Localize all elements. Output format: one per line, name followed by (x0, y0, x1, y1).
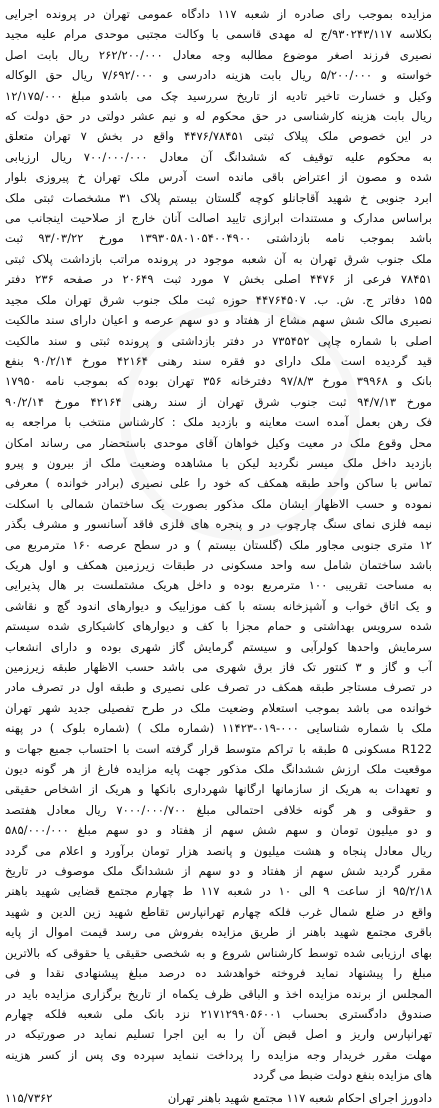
notice-line: تهرانپارس واریز و اصل قبض آن را به این اجرا تسلیم نماید در صورتیکه در (5, 1027, 432, 1042)
notice-line: نیمه فلزی نمای سنگ چارچوب در و پنجره های فلزی فاقد آسانسور و مشرف بگذر (5, 517, 432, 532)
notice-line: بازدید داخل ملک میسر نگردید لیکن با مشاهده وضعیت ملک از بیرون و پیرو (5, 455, 432, 470)
notice-line: باقری مجتمع شهید باهنر از طریق مزایده بفروش می رسد قیمت اموال از پایه (5, 925, 432, 940)
notice-line: شده سرویس بهداشتی و حمام مجزا با کف و دیوارهای کاشیکاری شده سیستم (5, 619, 432, 634)
notice-line: براساس مدارک و مستندات ابرازی تایید اصالت آنان خارج از صلاحیت اینجانب می (5, 211, 432, 226)
notice-line: آب و گاز و ۳ کنتور تک فاز برق شهری می باشد حسب الاظهار طبقه زیرزمین (5, 660, 432, 674)
notice-line: سرمایش واحدها کولرآبی و سیستم گرمایش گاز شهری بوده و دارای انشعاب (5, 639, 432, 654)
notice-line: و حقوقی و هر گونه خلافی احتمالی مبلغ ۷۰۰۰/۰۰۰/۷۰۰ ریال معادل هفتصد (5, 802, 432, 817)
notice-line: ملک با شماره شناسایی ۰۰۰-۰۱۹-۱۱۴۲۳ (شماره ملک ) (شماره بلوک ) در پهنه (5, 721, 432, 736)
notice-line: مورخ ۹۴/۷/۱۳ ثبت جنوب شرق تهران از سند رهنی ۴۲۱۶۴ مورخ ۹۰/۲/۱۴ (5, 394, 432, 409)
notice-line: R122 مسکونی ۵ طبقه با تراکم متوسط قرار گرفته است با احتساب جمیع جهات و (5, 741, 432, 756)
notice-line: ۹۵/۲/۱۸ از ساعت ۹ الی ۱۰ در شعبه ۱۱۷ ط چهارم مجتمع قضایی شهید باهنر (5, 884, 432, 899)
auction-notice (5, 4, 432, 1105)
notice-line: قید گردیده است ملک دارای دو فقره سند رهنی ۴۲۱۶۴ مورخ ۹۰/۲/۱۴ بنفع (5, 353, 432, 368)
notice-line: در این خصوص ملک پیلاک ثبتی ۴۴۷۶/۷۸۴۵۱ واقع در بخش ۷ تهران متعلق (5, 129, 432, 144)
notice-line: نموده و حسب الاظهار ایشان ملک مذکور بصورت یک ساختمان شمالی با اسکلت (5, 496, 432, 511)
notice-line: ریال معادل پنجاه و هشت میلیون و پانصد هزار تومان برآورد و اعلام می گردد (5, 843, 432, 858)
notice-line: و یک اتاق خواب و آشپزخانه بسته با کف موزاییک و دیوارهای اندود گچ و نقاشی (5, 598, 432, 613)
notice-line: مبلغ را پیشنهاد نماید فروخته خواهدشد ده درصد مبلغ پیشنهادی نقدا و فی (5, 966, 432, 981)
notice-line: خوانده می باشد بموجب استعلام وضعیت ملک در طرح تفصیلی جدید شهر تهران (5, 700, 432, 715)
notice-line: به محکوم علیه توقیف که ششدانگ آن معادل ۷۰۰/۰۰۰/۰۰۰ ریال ارزیابی (5, 149, 432, 164)
notice-line: های مزایده بنفع دولت ضبط می گردد (253, 1068, 432, 1083)
notice-footer (5, 1088, 432, 1108)
notice-line: صندوق دادگستری بحساب ۲۱۷۱۲۹۹۰۵۶۰۰۱ نزد بانک ملی شعبه فلکه چهارم (5, 1006, 432, 1021)
notice-line: مهلت مقرر خریدار وجه مزایده را پرداخت ننماید سپرده وی پس از کسر هزینه (5, 1047, 432, 1062)
signature-line: دادورز اجرای احکام شعبه ۱۱۷ مجتمع شهید باهنر تهران (167, 1090, 432, 1105)
notice-line: ملک جنوب شرق تهران به آن شعبه موجود در پرونده مراتب بازداشت پلاک ثبتی (5, 251, 432, 266)
notice-line: بانک و ۳۹۹۶۸ مورخ ۹۷/۸/۳ دفترخانه ۳۵۶ تهران بوده که بموجب نامه ۱۷۹۵۰ (5, 374, 432, 389)
notice-line: و تعهدات به هریک از سازمانها ارگانها شهرداری بانکها و هریک از اشخاص حقیقی (5, 782, 432, 797)
notice-line: تماس با ساکن واحد طبقه همکف که خود را علی نصیری (برادر خوانده ) معرفی (5, 476, 432, 491)
notice-line: به مساحت تقریبی ۱۰۰ مترمربع بوده و داخل هریک مشتملست بر هال پذیرایی (5, 578, 432, 593)
notice-line: شده و مصون از اعتراض باقی مانده است آدرس ملک تهران خ پیروزی بلوار (5, 170, 432, 185)
notice-line: باشد ساختمان شامل سه واحد مسکونی در طبقات زیرزمین همکف و اول هریک (5, 557, 432, 572)
notice-line: نصیری مالک شش سهم مشاع از هفتاد و دو سهم عرصه و اعیان دارای سند مالکیت (5, 313, 432, 328)
notice-line: اصلی با شماره چاپی ۷۳۵۴۵۲ در دفتر بازداشتی و پرونده ثبتی و سند مالکیت (5, 333, 432, 348)
notice-line: در تصرف مستاجر طبقه همکف در تصرف علی نصیری و طبقه اول در تصرف مادر (5, 680, 432, 695)
notice-line: واقع در ضلع شمال غرب فلکه چهارم تهرانپارس تقاطع شهید زین الدین و شهید (5, 904, 432, 919)
notice-line: المجلس از برنده مزایده اخذ و الباقی ظرف یکماه از تاریخ برگزاری مزایده باید در (5, 986, 432, 1001)
notice-number: ۱۱۵/۷۳۶۲ (5, 1090, 53, 1105)
notice-line: ریال بابت هزینه کارشناسی در حق محکوم له و نیم عشر دولتی در حق دولت که (5, 109, 432, 124)
notice-line: وکیل و خسارت تاخیر تادیه از تاریخ سررسید چک می باشدو مبلغ ۱۲/۱۷۵/۰۰۰ (5, 88, 432, 103)
notice-line: مقرر گردید شش سهم از هفتاد و دو سهم از ششدانگ ملک موصوف در تاریخ (5, 864, 432, 879)
notice-line: خواسته و ۵/۲۰۰/۰۰۰ ریال بابت هزینه دادرسی و ۷/۶۹۲/۰۰۰ ریال حق الوکاله (5, 68, 432, 83)
notice-line: موقعیت ملک ارزش ششدانگ ملک مذکور جهت پایه مزایده فارغ از هر گونه دیون (5, 762, 432, 777)
notice-line: مزایده بموجب رای صادره از شعبه ۱۱۷ دادگاه عمومی تهران در پرونده اجرایی (5, 7, 432, 21)
notice-line: محل وقوع ملک در معیت وکیل خواهان آقای موحدی باستحضار می رساند امکان (5, 435, 432, 450)
notice-line: ۱۵۵ دفاتر ج. ش. ب. ۴۴۷۶۴۵۰۷ حوزه ثبت ملک جنوب شرق تهران ملک مجید (5, 292, 432, 307)
notice-body (5, 4, 432, 1086)
notice-line: نصیری فرزند اصغر موضوع مطالبه وجه معادل ۲۶۲/۲۰۰/۰۰۰ ریال بابت اصل (5, 47, 432, 62)
notice-line: فک رهن بعمل آمده است معاینه و بازدید ملک : کارشناس منتخب با مراجعه به (5, 415, 432, 430)
notice-line: بکلاسه ۹۳۰۲۴۳/۱۱۷/ج له مهدی قاسمی با وکالت مجتبی موحدی مرام علیه مجید (5, 27, 432, 42)
notice-line: باشد بموجب نامه بازداشتی ۱۳۹۳۰۵۸۰۱۰۵۴۰۰۴۹۰۰ مورخ ۹۳/۰۳/۲۲ ثبت (5, 231, 432, 246)
notice-line: ۱۲ متری جنوبی مجاور ملک (گلستان بیستم ) و در سطح عرصه ۱۶۰ مترمربع می (5, 537, 432, 552)
notice-line: و دو میلیون تومان و سهم شش سهم از هفتاد و دو سهم مبلغ ۵۸۵/۰۰۰/۰۰۰ (5, 823, 432, 838)
notice-line: ابرد جنوبی خ شهید آقاجانلو کوچه گلستان بیستم پلاک ۳۱ مشخصات ثبتی ملک (5, 190, 432, 205)
notice-line: ۷۸۴۵۱ فرعی از ۴۴۷۶ اصلی بخش ۷ مورد ثبت ۲۰۶۴۹ در صفحه ۲۳۶ دفتر (5, 272, 432, 287)
notice-line: بهای ارزیابی شده توسط کارشناس شروع و به شخصی حقیقی یا حقوقی که بالاترین (5, 945, 432, 960)
